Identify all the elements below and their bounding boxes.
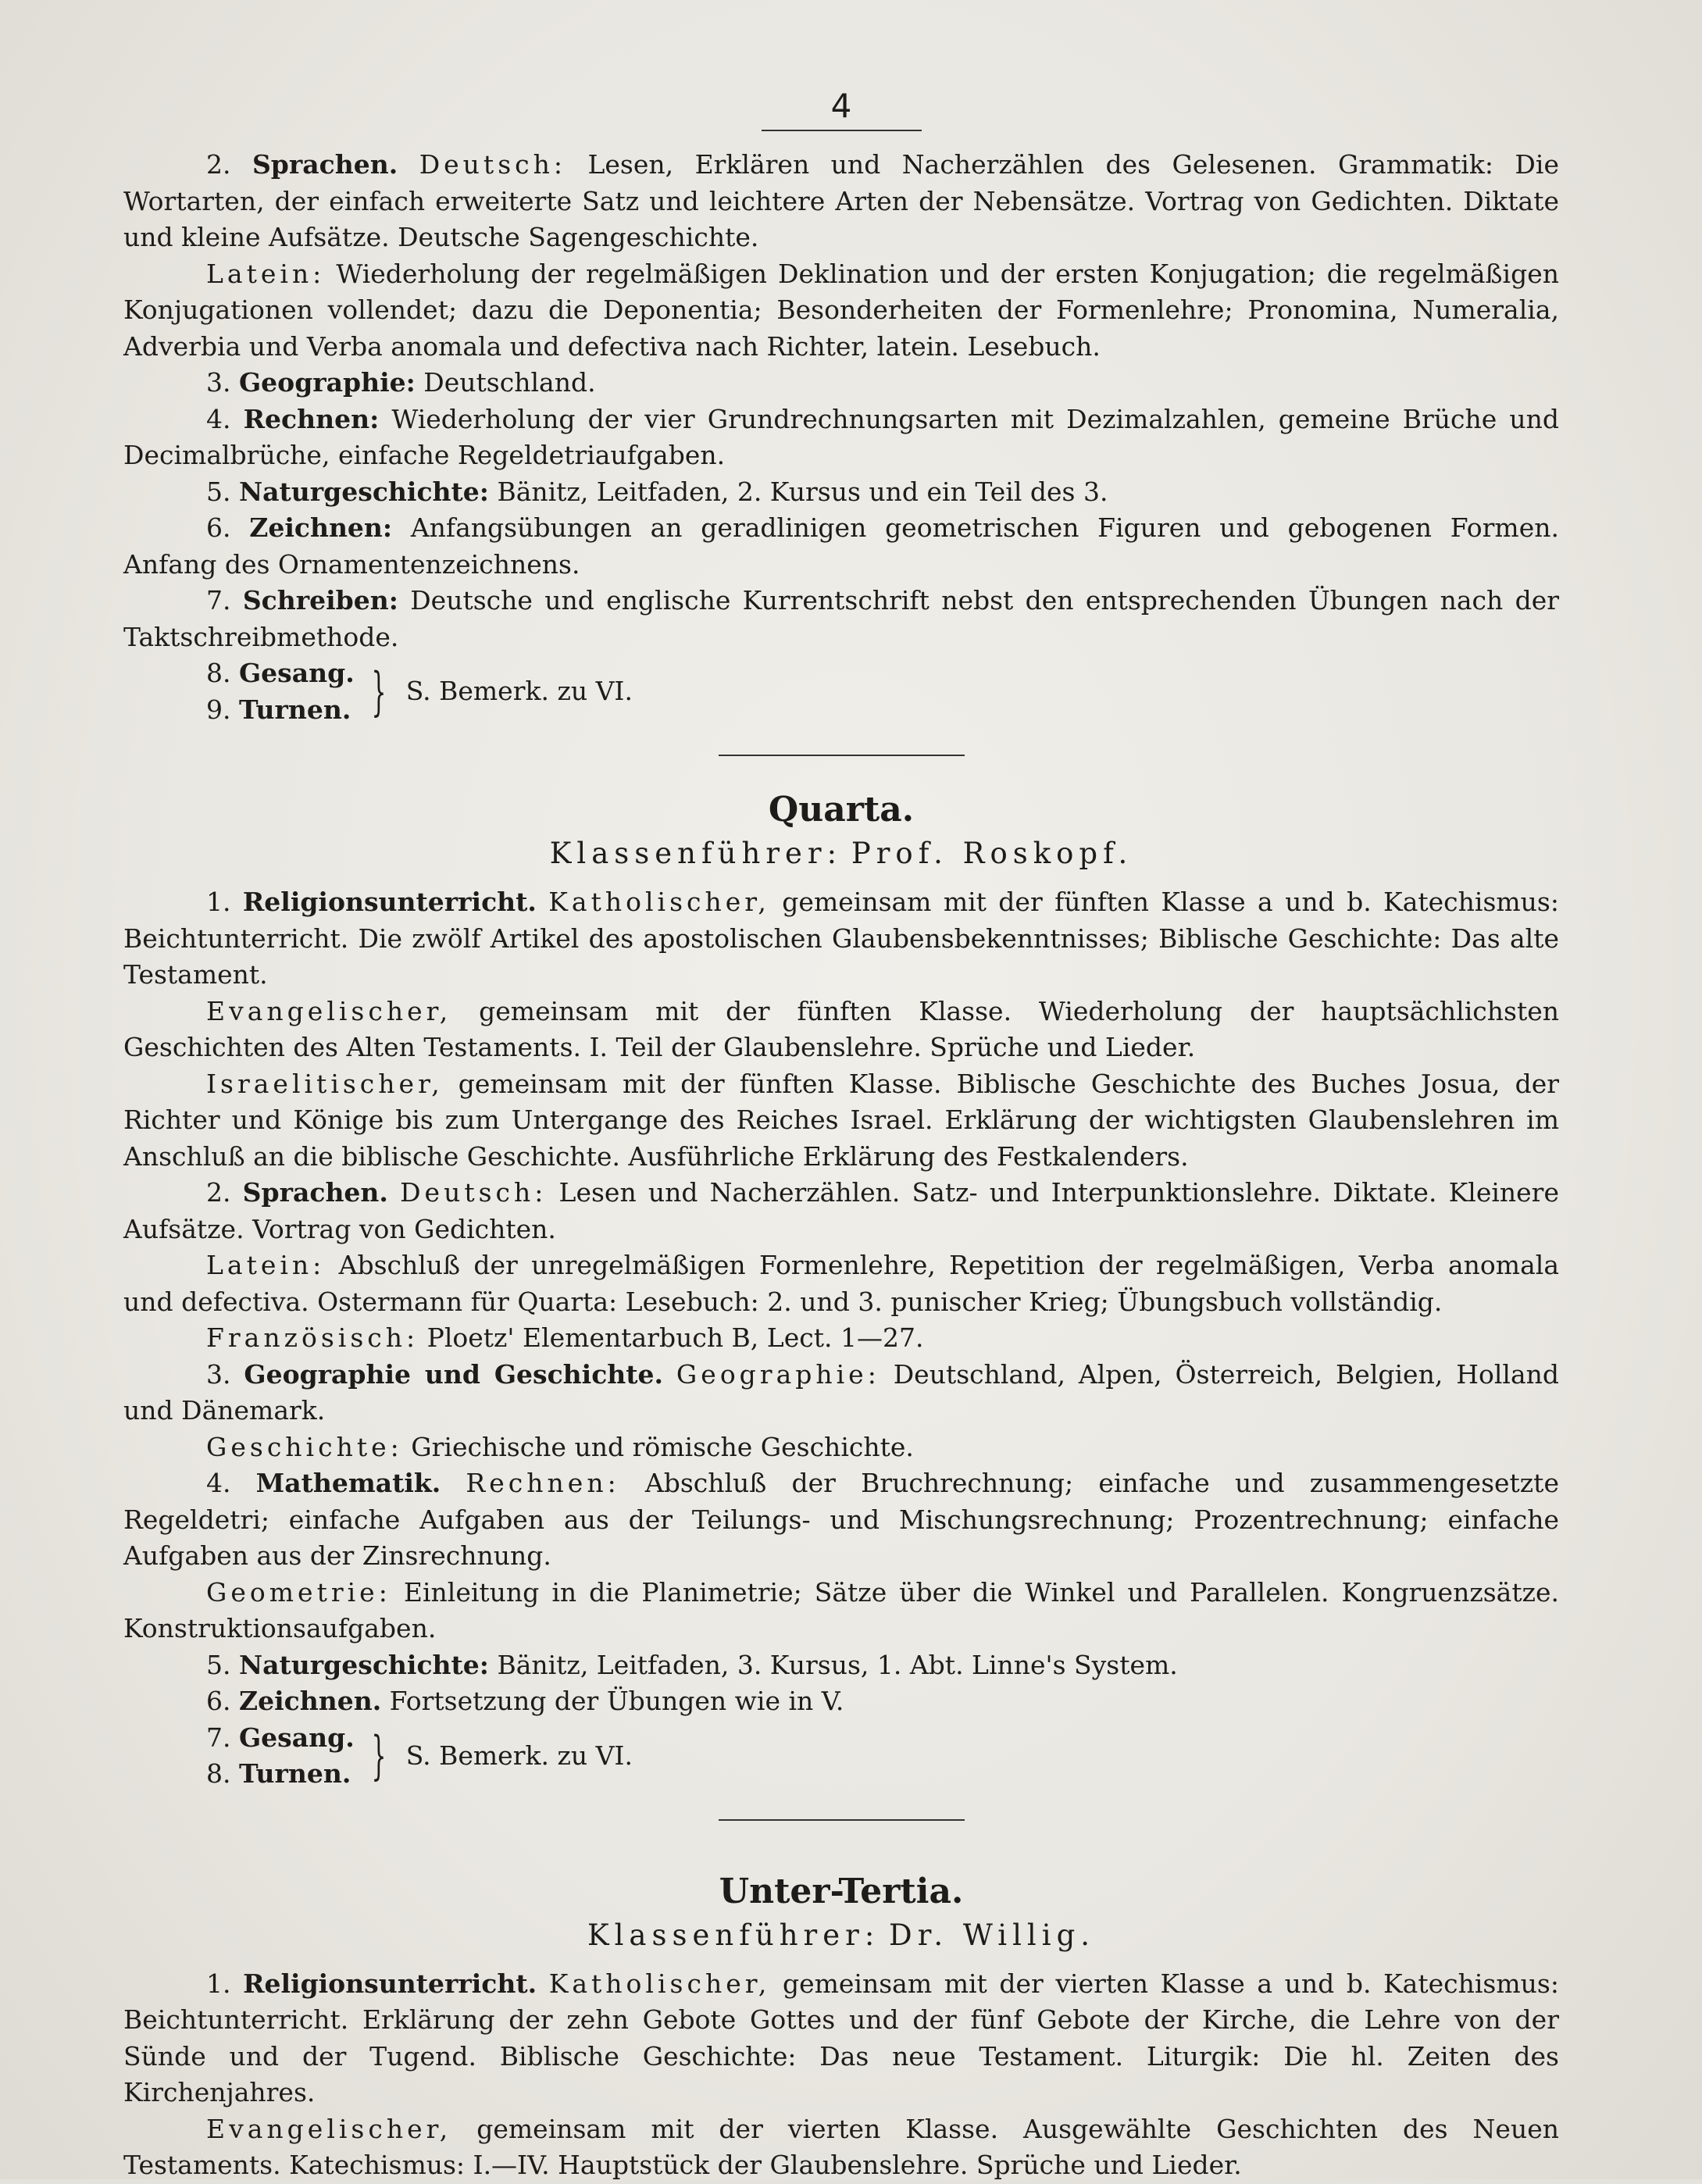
brace-glyph: } [371,1725,387,1786]
sexta-zeichnen: 6. Zeichnen: Anfangsübungen an geradlinigen geometrischen Figuren und gebogenen Formen. Anfang des Ornamentenzeichnens. [123,512,1559,580]
section-divider [719,755,965,756]
unter-tertia-evangelisch: Evangelischer, gemeinsam mit der vierten Klasse. Ausgewählte Geschichten des Neuen Testaments. Katechismus: I.—IV. Hauptstück der Glaubenslehre. Sprüche und Lieder. [123,2113,1559,2180]
sexta-gesang: 8. Gesang. [206,658,355,688]
sexta-naturgeschichte: 5. Naturgeschichte: Bänitz, Leitfaden, 2. Kursus und ein Teil des 3. [206,476,1108,507]
document-body [123,86,1559,2184]
quarta-naturgeschichte: 5. Naturgeschichte: Bänitz, Leitfaden, 3. Kursus, 1. Abt. Linne's System. [206,1649,1178,1680]
section-divider [719,1819,965,1821]
sexta-sprachen: 2. Sprachen. Deutsch: Lesen, Erklären und Nacherzählen des Gelesenen. Grammatik: Die Wortarten, der einfach erweiterte Satz und leichtere Arten der Nebensätze. Vortrag von Gedichten. Diktate und kleine Aufsätze. Deutsche Sagengeschichte. [123,149,1559,252]
quarta-sprachen: 2. Sprachen. Deutsch: Lesen und Nacherzählen. Satz- und Interpunktionslehre. Diktate. Kleinere Aufsätze. Vortrag von Gedichten. [123,1177,1559,1244]
sexta-turnen: 9. Turnen. [206,694,351,725]
quarta-geographie-geschichte: 3. Geographie und Geschichte. Geographie: Deutschland, Alpen, Österreich, Belgien, Holland und Dänemark. [123,1358,1560,1426]
quarta-evangelisch: Evangelischer, gemeinsam mit der fünften Klasse. Wiederholung der hauptsächlichsten Geschichten des Alten Testaments. I. Teil der Glaubenslehre. Sprüche und Lieder. [123,995,1559,1062]
quarta-turnen: 8. Turnen. [206,1758,351,1789]
quarta-geschichte: Geschichte: Griechische und römische Geschichte. [206,1431,914,1462]
sexta-geographie: 3. Geographie: Deutschland. [206,367,596,398]
quarta-bemerk: S. Bemerk. zu VI. [405,1740,633,1771]
sexta-gesang-turnen [206,655,1559,728]
quarta-gesang: 7. Gesang. [206,1722,355,1753]
page-number-rule [762,130,922,131]
quarta-religion: 1. Religionsunterricht. Katholischer, gemeinsam mit der fünften Klasse a und b. Katechismus: Beichtunterricht. Die zwölf Artikel des apostolischen Glaubensbekenntnisses; Biblische Geschichte: Das alte Testament. [123,887,1559,990]
section-title-unter-tertia: Unter-Tertia. [719,1871,964,1911]
unter-tertia-class-leader: Klassenführer: Dr. Willig. [587,1918,1096,1952]
quarta-mathematik: 4. Mathematik. Rechnen: Abschluß der Bruchrechnung; einfache und zusammengesetzte Regeldetri; einfache Aufgaben aus der Teilungs- und Mischungsrechnung; Prozentrechnung; einfache Aufgaben aus der Zinsrechnung. [123,1468,1559,1571]
quarta-latein: Latein: Abschluß der unregelmäßigen Formenlehre, Repetition der regelmäßigen, Verba anomala und defectiva. Ostermann für Quarta: Lesebuch: 2. und 3. punischer Krieg; Übungsbuch vollständig. [123,1250,1559,1317]
quarta-geometrie: Geometrie: Einleitung in die Planimetrie; Sätze über die Winkel und Parallelen. Kongruenzsätze. Konstruktionsaufgaben. [123,1576,1559,1643]
quarta-zeichnen: 6. Zeichnen. Fortsetzung der Übungen wie in V. [206,1686,844,1716]
quarta-class-leader: Klassenführer: Prof. Roskopf. [549,837,1133,870]
sexta-bemerk: S. Bemerk. zu VI. [405,676,633,707]
unter-tertia-religion: 1. Religionsunterricht. Katholischer, gemeinsam mit der vierten Klasse a und b. Katechismus: Beichtunterricht. Erklärung der zehn Gebote Gottes und der fünf Gebote der Kirche, die Lehre von der Sünde und der Tugend. Biblische Geschichte: Das neue Testament. Liturgik: Die hl. Zeiten des Kirchenjahres. [123,1968,1559,2107]
sexta-schreiben: 7. Schreiben: Deutsche und englische Kurrentschrift nebst den entsprechenden Übungen nach der Taktschreibmethode. [123,585,1559,652]
page-number: 4 [830,87,852,125]
quarta-franzoesisch: Französisch: Ploetz' Elementarbuch B, Lect. 1—27. [206,1322,924,1353]
quarta-gesang-turnen [206,1720,1559,1793]
sexta-rechnen: 4. Rechnen: Wiederholung der vier Grundrechnungsarten mit Dezimalzahlen, gemeine Brüche und Decimalbrüche, einfache Regeldetriaufgaben. [123,403,1559,470]
brace-glyph: } [371,661,387,722]
quarta-israelitisch: Israelitischer, gemeinsam mit der fünften Klasse. Biblische Geschichte des Buches Josua, der Richter und Könige bis zum Untergange des Reiches Israel. Erklärung der wichtigsten Glaubenslehren im Anschluß an die biblische Geschichte. Ausführliche Erklärung des Festkalenders. [123,1068,1559,1172]
section-title-quarta: Quarta. [768,790,915,830]
sexta-latein: Latein: Wiederholung der regelmäßigen Deklination und der ersten Konjugation; die regelmäßigen Konjugationen vollendet; dazu die Deponentia; Besonderheiten der Formenlehre; Pronomina, Numeralia, Adverbia und Verba anomala und defectiva nach Richter, latein. Lesebuch. [123,258,1559,362]
